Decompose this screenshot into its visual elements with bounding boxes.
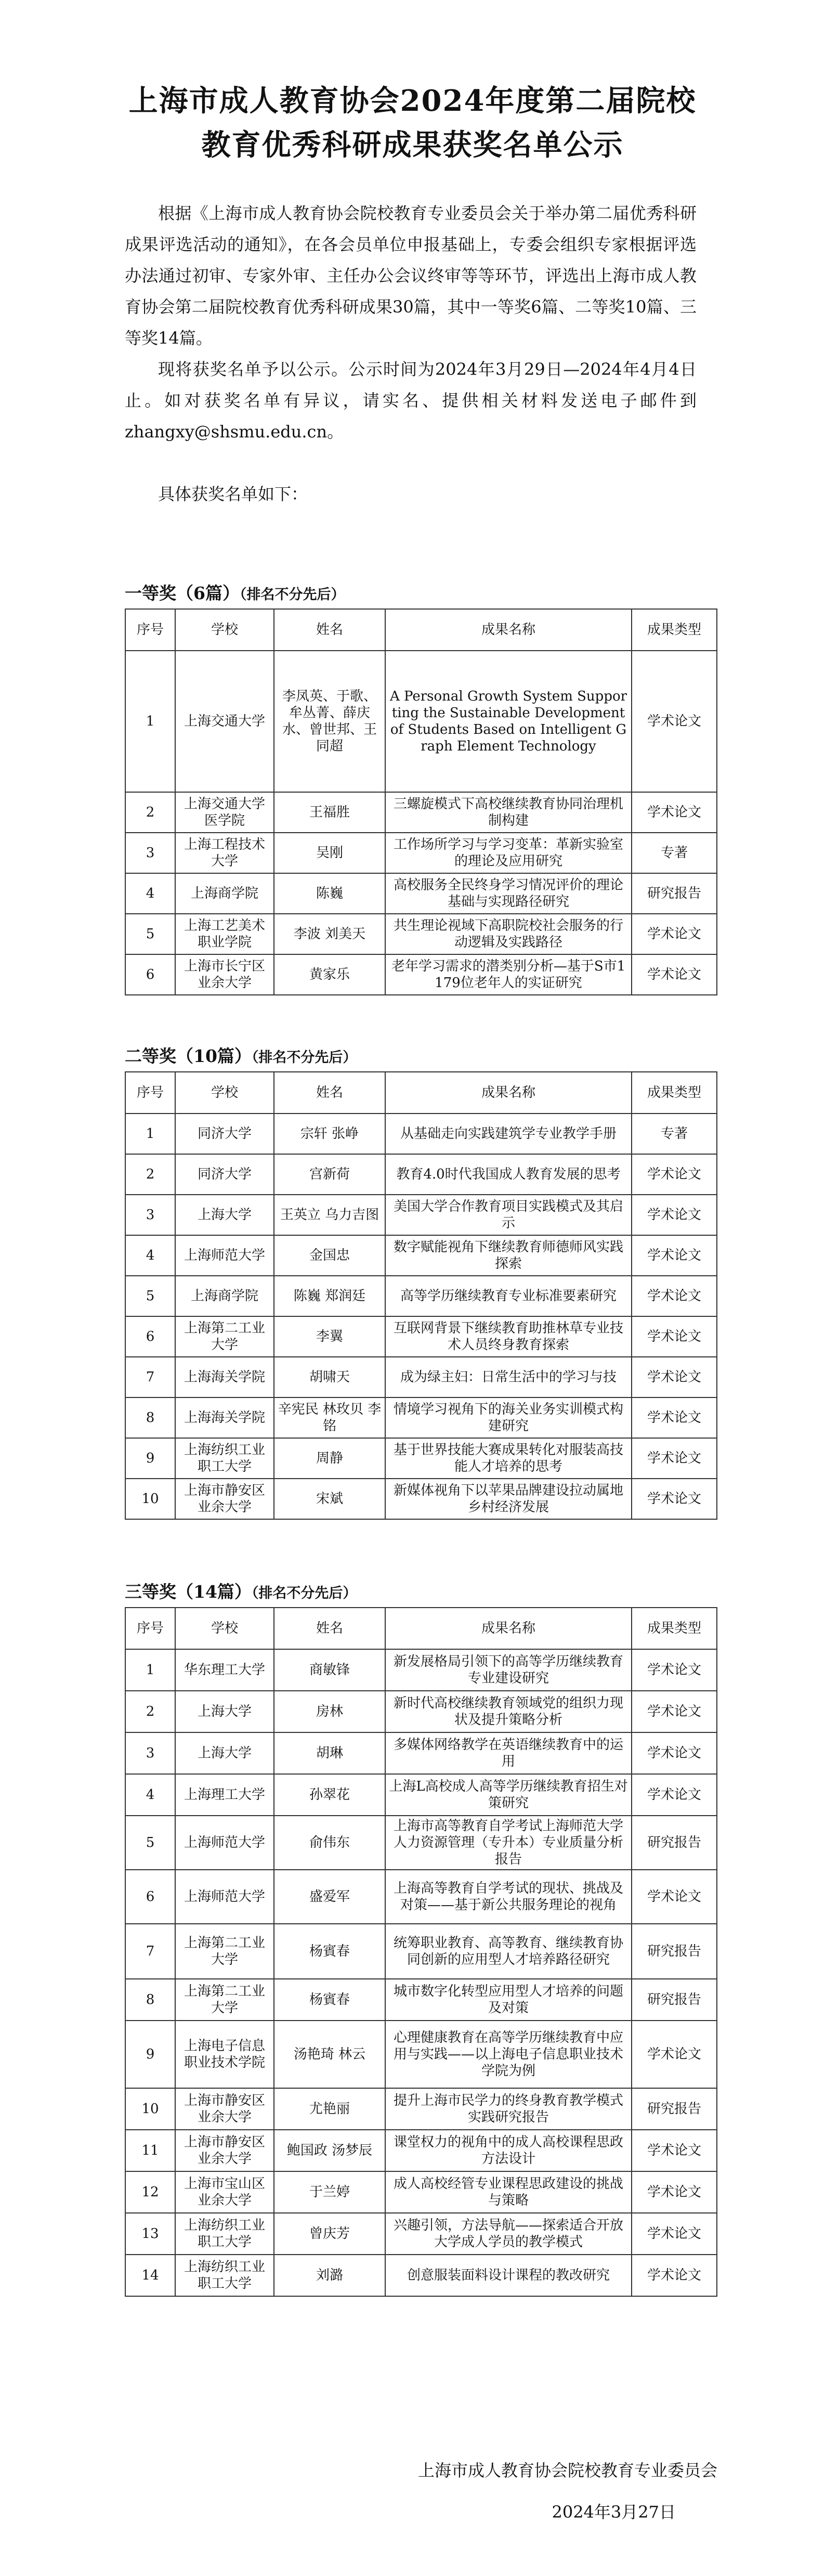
cell-type: 学术论文 — [632, 2213, 717, 2255]
col-school-header: 学校 — [175, 1608, 274, 1649]
table-row — [125, 1154, 717, 1195]
cell-school: 同济大学 — [175, 1114, 274, 1154]
cell-type: 学术论文 — [632, 792, 717, 833]
cell-type: 学术论文 — [632, 1479, 717, 1519]
issuer-organization: 上海市成人教育协会院校教育专业委员会 — [417, 2461, 717, 2480]
cell-name: 房林 — [274, 1691, 385, 1732]
cell-school: 上海市静安区业余大学 — [175, 2088, 274, 2130]
table-row — [125, 1357, 717, 1397]
cell-title: 统筹职业教育、高等教育、继续教育协同创新的应用型人才培养路径研究 — [385, 1924, 632, 1979]
cell-name: 商敏锋 — [274, 1649, 385, 1691]
cell-title: 三螺旋模式下高校继续教育协同治理机制构建 — [385, 792, 632, 833]
cell-type: 学术论文 — [632, 1397, 717, 1438]
cell-name: 刘潞 — [274, 2255, 385, 2296]
table-row — [125, 2171, 717, 2213]
cell-no: 7 — [125, 1924, 175, 1979]
table-row — [125, 2130, 717, 2171]
cell-type: 学术论文 — [632, 1691, 717, 1732]
cell-type: 学术论文 — [632, 1235, 717, 1276]
cell-school: 上海师范大学 — [175, 1870, 274, 1924]
col-name-header: 姓名 — [274, 1072, 385, 1114]
cell-no: 1 — [125, 651, 175, 792]
table-row — [125, 1276, 717, 1316]
cell-name: 李波 刘美天 — [274, 914, 385, 954]
cell-school: 上海第二工业大学 — [175, 1924, 274, 1979]
table-row — [125, 792, 717, 833]
cell-no: 13 — [125, 2213, 175, 2255]
cell-name: 李翼 — [274, 1316, 385, 1357]
cell-type: 学术论文 — [632, 1195, 717, 1235]
cell-no: 3 — [125, 833, 175, 873]
table-row — [125, 2088, 717, 2130]
cell-type: 学术论文 — [632, 1357, 717, 1397]
col-type-header: 成果类型 — [632, 1072, 717, 1114]
cell-school: 上海第二工业大学 — [175, 1316, 274, 1357]
col-school-header: 学校 — [175, 1072, 274, 1114]
col-type-header: 成果类型 — [632, 609, 717, 651]
section-first-prize-note: （排名不分先后） — [239, 587, 345, 603]
cell-title: 城市数字化转型应用型人才培养的问题及对策 — [385, 1979, 632, 2021]
cell-school: 上海商学院 — [175, 873, 274, 914]
section-third-prize-note: （排名不分先后） — [251, 1585, 357, 1601]
cell-school: 上海交通大学医学院 — [175, 792, 274, 833]
cell-no: 5 — [125, 1816, 175, 1870]
cell-no: 10 — [125, 2088, 175, 2130]
cell-title: 情境学习视角下的海关业务实训模式构建研究 — [385, 1397, 632, 1438]
cell-title: 上海高等教育自学考试的现状、挑战及对策——基于新公共服务理论的视角 — [385, 1870, 632, 1924]
table-row — [125, 2213, 717, 2255]
cell-no: 11 — [125, 2130, 175, 2171]
col-name-header: 姓名 — [274, 1608, 385, 1649]
table-row — [125, 1114, 717, 1154]
table-row — [125, 1691, 717, 1732]
cell-school: 上海大学 — [175, 1691, 274, 1732]
cell-name: 王英立 乌力吉图 — [274, 1195, 385, 1235]
section-second-prize — [125, 1043, 357, 1067]
cell-title: 新媒体视角下以苹果品牌建设拉动属地乡村经济发展 — [385, 1479, 632, 1519]
col-school-header: 学校 — [175, 609, 274, 651]
cell-type: 研究报告 — [632, 2088, 717, 2130]
cell-name: 吴刚 — [274, 833, 385, 873]
cell-type: 学术论文 — [632, 1276, 717, 1316]
table-row — [125, 1397, 717, 1438]
cell-school: 上海工艺美术职业学院 — [175, 914, 274, 954]
cell-title: 创意服装面料设计课程的教改研究 — [385, 2255, 632, 2296]
cell-no: 6 — [125, 1316, 175, 1357]
cell-title: 高等学历继续教育专业标准要素研究 — [385, 1276, 632, 1316]
col-no-header: 序号 — [125, 1072, 175, 1114]
cell-type: 学术论文 — [632, 1732, 717, 1774]
cell-type: 学术论文 — [632, 651, 717, 792]
section-first-prize-label: 一等奖（6篇） — [125, 583, 240, 603]
cell-title: 成人高校经管专业课程思政建设的挑战与策略 — [385, 2171, 632, 2213]
cell-name: 孙翠花 — [274, 1774, 385, 1816]
table-row — [125, 1774, 717, 1816]
cell-type: 学术论文 — [632, 2255, 717, 2296]
cell-name: 杨賓春 — [274, 1924, 385, 1979]
cell-school: 上海纺织工业职工大学 — [175, 2213, 274, 2255]
intro-paragraph-3: 具体获奖名单如下： — [158, 484, 308, 504]
cell-type: 专著 — [632, 833, 717, 873]
cell-school: 上海交通大学 — [175, 651, 274, 792]
cell-name: 黄家乐 — [274, 954, 385, 995]
table-row — [125, 833, 717, 873]
cell-type: 学术论文 — [632, 1649, 717, 1691]
cell-name: 尤艳丽 — [274, 2088, 385, 2130]
cell-school: 上海市静安区业余大学 — [175, 1479, 274, 1519]
cell-name: 金国忠 — [274, 1235, 385, 1276]
cell-type: 学术论文 — [632, 1154, 717, 1195]
cell-name: 李凤英、于歌、牟丛菁、薛庆水、曾世邦、王同超 — [274, 651, 385, 792]
cell-no: 3 — [125, 1195, 175, 1235]
cell-title: A Personal Growth System Supporting the Sustainable Development of Students Based on Intelligent Graph Element Technology — [385, 651, 632, 792]
cell-no: 1 — [125, 1649, 175, 1691]
table-row — [125, 1979, 717, 2021]
cell-title: 基于世界技能大赛成果转化对服装高技能人才培养的思考 — [385, 1438, 632, 1479]
cell-name: 宫新荷 — [274, 1154, 385, 1195]
cell-type: 学术论文 — [632, 954, 717, 995]
cell-type: 学术论文 — [632, 914, 717, 954]
cell-type: 学术论文 — [632, 1870, 717, 1924]
table-row — [125, 1649, 717, 1691]
cell-name: 汤艳琦 林云 — [274, 2021, 385, 2088]
col-title-header: 成果名称 — [385, 609, 632, 651]
col-no-header: 序号 — [125, 609, 175, 651]
cell-title: 互联网背景下继续教育助推林草专业技术人员终身教育探索 — [385, 1316, 632, 1357]
section-first-prize — [125, 580, 345, 604]
cell-name: 宋斌 — [274, 1479, 385, 1519]
col-title-header: 成果名称 — [385, 1608, 632, 1649]
cell-title: 老年学习需求的潜类别分析—基于S市1179位老年人的实证研究 — [385, 954, 632, 995]
cell-school: 上海大学 — [175, 1732, 274, 1774]
cell-type: 研究报告 — [632, 1979, 717, 2021]
cell-title: 数字赋能视角下继续教育师德师风实践探索 — [385, 1235, 632, 1276]
cell-no: 4 — [125, 1774, 175, 1816]
cell-school: 上海纺织工业职工大学 — [175, 2255, 274, 2296]
table-row — [125, 2255, 717, 2296]
cell-school: 上海纺织工业职工大学 — [175, 1438, 274, 1479]
cell-title: 共生理论视域下高职院校社会服务的行动逻辑及实践路径 — [385, 914, 632, 954]
cell-type: 研究报告 — [632, 873, 717, 914]
cell-no: 8 — [125, 1397, 175, 1438]
cell-no: 2 — [125, 1154, 175, 1195]
cell-name: 王福胜 — [274, 792, 385, 833]
table-row — [125, 1924, 717, 1979]
cell-no: 8 — [125, 1979, 175, 2021]
cell-school: 华东理工大学 — [175, 1649, 274, 1691]
cell-name: 胡啸天 — [274, 1357, 385, 1397]
col-no-header: 序号 — [125, 1608, 175, 1649]
cell-title: 新发展格局引领下的高等学历继续教育专业建设研究 — [385, 1649, 632, 1691]
intro-paragraph-1: 根据《上海市成人教育协会院校教育专业委员会关于举办第二届优秀科研成果评选活动的通知》，在各会员单位申报基础上，专委会组织专家根据评选办法通过初审、专家外审、主任办公会议终审等等环节，评选出上海市成人教育协会第二届院校教育优秀科研成果30篇，其中一等奖6篇、二等奖10篇、三等奖14篇。 — [125, 203, 697, 348]
col-title-header: 成果名称 — [385, 1072, 632, 1114]
table-row — [125, 954, 717, 995]
cell-name: 曾庆芳 — [274, 2213, 385, 2255]
cell-school: 上海市长宁区业余大学 — [175, 954, 274, 995]
section-second-prize-label: 二等奖（10篇） — [125, 1046, 252, 1066]
cell-name: 俞伟东 — [274, 1816, 385, 1870]
table-row — [125, 1732, 717, 1774]
cell-no: 1 — [125, 1114, 175, 1154]
col-name-header: 姓名 — [274, 609, 385, 651]
cell-type: 研究报告 — [632, 1816, 717, 1870]
table-header-row — [125, 609, 717, 651]
document-title-line-2: 教育优秀科研成果获奖名单公示 — [201, 128, 624, 162]
cell-title: 成为绿主妇：日常生活中的学习与技 — [385, 1357, 632, 1397]
cell-name: 盛爱军 — [274, 1870, 385, 1924]
cell-school: 上海电子信息职业技术学院 — [175, 2021, 274, 2088]
cell-no: 6 — [125, 1870, 175, 1924]
cell-school: 上海师范大学 — [175, 1235, 274, 1276]
cell-no: 3 — [125, 1732, 175, 1774]
cell-no: 4 — [125, 873, 175, 914]
cell-name: 杨賓春 — [274, 1979, 385, 2021]
cell-type: 学术论文 — [632, 1774, 717, 1816]
section-third-prize — [125, 1578, 357, 1603]
first-prize-table — [125, 609, 717, 995]
cell-title: 新时代高校继续教育领域党的组织力现状及提升策略分析 — [385, 1691, 632, 1732]
cell-title: 上海市高等教育自学考试上海师范大学人力资源管理（专升本）专业质量分析报告 — [385, 1816, 632, 1870]
cell-type: 学术论文 — [632, 2130, 717, 2171]
cell-name: 于兰婷 — [274, 2171, 385, 2213]
second-prize-table — [125, 1071, 717, 1520]
cell-no: 5 — [125, 1276, 175, 1316]
table-row — [125, 1316, 717, 1357]
cell-name: 辛宪民 林玫贝 李铭 — [274, 1397, 385, 1438]
cell-no: 7 — [125, 1357, 175, 1397]
table-row — [125, 1870, 717, 1924]
cell-no: 4 — [125, 1235, 175, 1276]
cell-title: 工作场所学习与学习变革：革新实验室的理论及应用研究 — [385, 833, 632, 873]
cell-title: 兴趣引领，方法导航——探索适合开放大学成人学员的教学模式 — [385, 2213, 632, 2255]
cell-title: 高校服务全民终身学习情况评价的理论基础与实现路径研究 — [385, 873, 632, 914]
cell-school: 上海大学 — [175, 1195, 274, 1235]
cell-school: 上海理工大学 — [175, 1774, 274, 1816]
cell-no: 2 — [125, 792, 175, 833]
cell-type: 学术论文 — [632, 1438, 717, 1479]
section-second-prize-note: （排名不分先后） — [251, 1050, 357, 1066]
table-row — [125, 1816, 717, 1870]
cell-school: 上海师范大学 — [175, 1816, 274, 1870]
cell-school: 上海工程技术大学 — [175, 833, 274, 873]
cell-name: 胡琳 — [274, 1732, 385, 1774]
cell-title: 提升上海市民学力的终身教育教学模式实践研究报告 — [385, 2088, 632, 2130]
cell-title: 多媒体网络教学在英语继续教育中的运用 — [385, 1732, 632, 1774]
section-third-prize-label: 三等奖（14篇） — [125, 1582, 252, 1602]
table-header-row — [125, 1608, 717, 1649]
cell-type: 专著 — [632, 1114, 717, 1154]
intro-paragraph-2: 现将获奖名单予以公示。公示时间为2024年3月29日—2024年4月4日止。如对获奖名单有异议，请实名、提供相关材料发送电子邮件到 zhangxy@shsmu.edu.cn。 — [125, 359, 697, 442]
table-row — [125, 1438, 717, 1479]
cell-school: 上海市静安区业余大学 — [175, 2130, 274, 2171]
cell-no: 5 — [125, 914, 175, 954]
document-title-line-1: 上海市成人教育协会2024年度第二届院校 — [128, 84, 697, 118]
cell-name: 宗轩 张峥 — [274, 1114, 385, 1154]
cell-name: 陈巍 — [274, 873, 385, 914]
table-row — [125, 651, 717, 792]
cell-no: 6 — [125, 954, 175, 995]
cell-school: 上海海关学院 — [175, 1357, 274, 1397]
cell-no: 10 — [125, 1479, 175, 1519]
cell-type: 学术论文 — [632, 2021, 717, 2088]
issue-date: 2024年3月27日 — [552, 2502, 676, 2522]
table-header-row — [125, 1072, 717, 1114]
cell-school: 上海商学院 — [175, 1276, 274, 1316]
cell-school: 上海海关学院 — [175, 1397, 274, 1438]
cell-name: 鲍国政 汤梦辰 — [274, 2130, 385, 2171]
cell-school: 上海市宝山区业余大学 — [175, 2171, 274, 2213]
cell-school: 同济大学 — [175, 1154, 274, 1195]
table-row — [125, 1235, 717, 1276]
col-type-header: 成果类型 — [632, 1608, 717, 1649]
cell-type: 研究报告 — [632, 1924, 717, 1979]
cell-no: 9 — [125, 1438, 175, 1479]
cell-title: 教育4.0时代我国成人教育发展的思考 — [385, 1154, 632, 1195]
cell-no: 9 — [125, 2021, 175, 2088]
cell-title: 从基础走向实践建筑学专业教学手册 — [385, 1114, 632, 1154]
cell-no: 2 — [125, 1691, 175, 1732]
cell-title: 心理健康教育在高等学历继续教育中应用与实践——以上海电子信息职业技术学院为例 — [385, 2021, 632, 2088]
table-row — [125, 873, 717, 914]
cell-type: 学术论文 — [632, 1316, 717, 1357]
table-row — [125, 2021, 717, 2088]
cell-type: 学术论文 — [632, 2171, 717, 2213]
cell-school: 上海第二工业大学 — [175, 1979, 274, 2021]
cell-no: 14 — [125, 2255, 175, 2296]
cell-name: 陈巍 郑润廷 — [274, 1276, 385, 1316]
table-row — [125, 1195, 717, 1235]
cell-no: 12 — [125, 2171, 175, 2213]
table-row — [125, 914, 717, 954]
cell-name: 周静 — [274, 1438, 385, 1479]
table-row — [125, 1479, 717, 1519]
cell-title: 美国大学合作教育项目实践模式及其启示 — [385, 1195, 632, 1235]
third-prize-table — [125, 1607, 717, 2297]
cell-title: 课堂权力的视角中的成人高校课程思政方法设计 — [385, 2130, 632, 2171]
cell-title: 上海L高校成人高等学历继续教育招生对策研究 — [385, 1774, 632, 1816]
